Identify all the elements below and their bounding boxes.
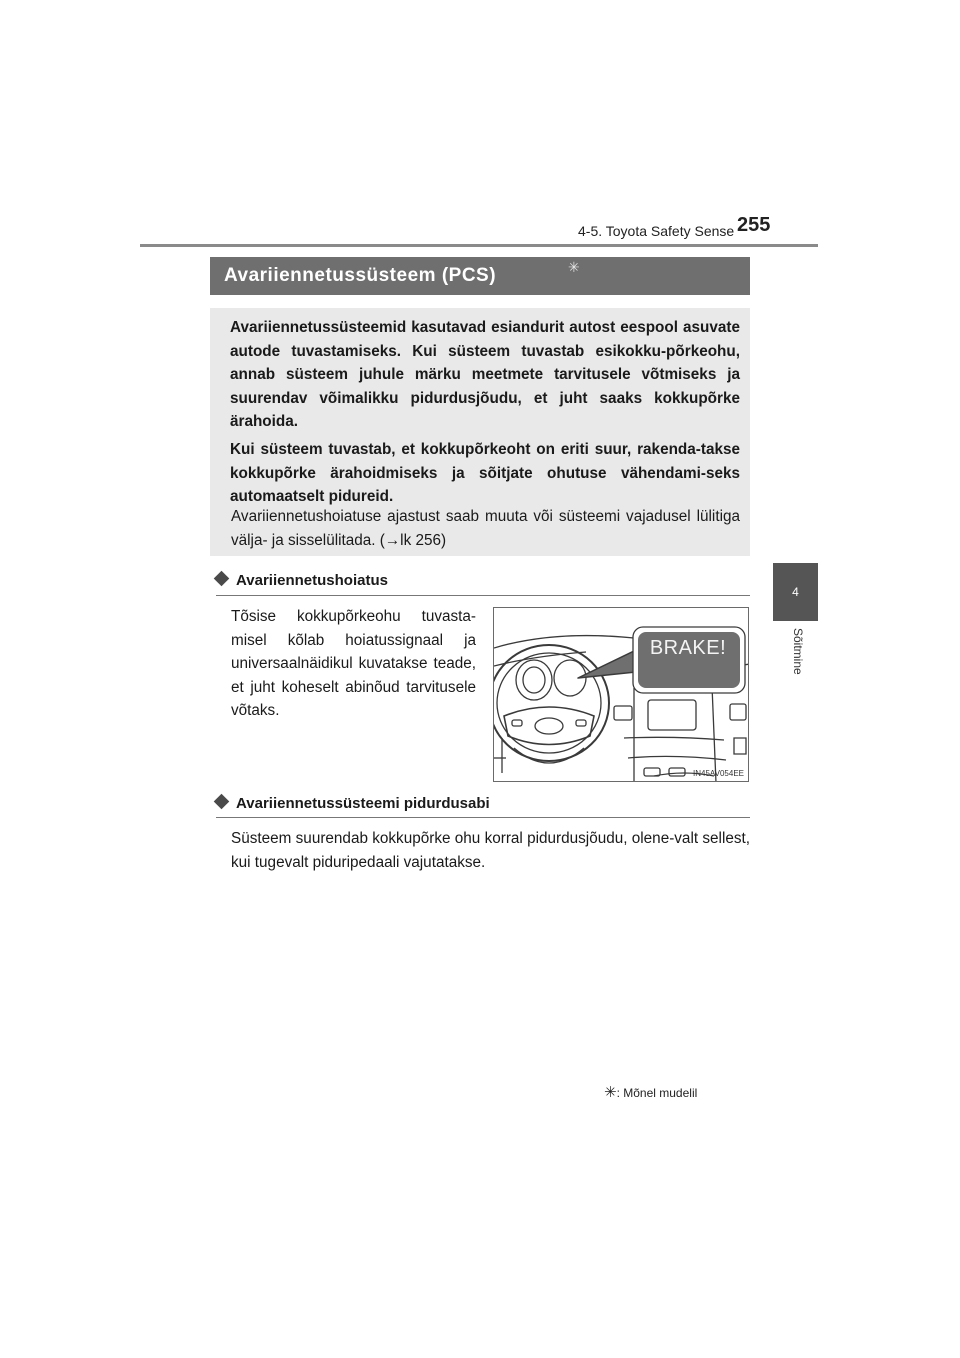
section-heading-text: Avariiennetushoiatus: [236, 572, 388, 589]
chapter-label: Sõitmine: [791, 628, 805, 675]
page-title: Avariiennetussüsteem (PCS): [224, 265, 497, 286]
section-body-warning: Tõsise kokkupõrkeohu tuvasta-misel kõlab hoiatussignaal ja universaalnäidikul kuvatakse teade, et juht koheselt abinõud tarvitusele võtaks.: [231, 608, 476, 719]
section-heading-warning: [216, 572, 388, 589]
brake-warning-text: BRAKE!: [649, 637, 727, 659]
section-title: 4-5. Toyota Safety Sense: [578, 223, 735, 239]
footnote: [604, 1083, 697, 1101]
section-heading-text: Avariiennetussüsteemi pidurdusabi: [236, 795, 490, 812]
intro-paragraph-1: Avariiennetussüsteemid kasutavad esiandurit autost eespool asuvate autode tuvastamiseks. Kui süsteem tuvastab esikokku-põrkeohu, annab süsteem juhule märku meetmete tarvitusele võtmiseks ja suurendav võimalikku pidurdusjõudu, et juht saaks kokkupõrke ärahoida.: [230, 319, 740, 430]
intro-paragraph-2: Kui süsteem tuvastab, et kokkupõrkeoht on eriti suur, rakenda-takse kokkupõrke ärahoidmiseks ja sõitjate ohutuse vähendami-seks automaatselt pidureid.: [230, 441, 740, 505]
chapter-number: 4: [792, 585, 799, 599]
footnote-text: : Mõnel mudelil: [616, 1086, 698, 1100]
section-rule: [216, 595, 750, 596]
dashboard-drawing: [494, 608, 749, 782]
intro-paragraph-3: Avariiennetushoiatuse ajastust saab muuta või süsteemi vajadusel lülitiga välja- ja sisselülitada. (→lk 256): [231, 508, 740, 549]
title-bar: [210, 257, 750, 295]
section-body-brake-assist: Süsteem suurendab kokkupõrke ohu korral pidurdusjõudu, olene-valt sellest, kui tugevalt piduripedaali vajutatakse.: [231, 830, 750, 871]
section-rule: [216, 817, 750, 818]
dashboard-illustration: [493, 607, 749, 782]
diamond-bullet-icon: [214, 571, 230, 587]
asterisk-icon: ✳: [604, 1084, 617, 1101]
section-heading-brake-assist: [216, 795, 490, 812]
asterisk-icon: ✳: [568, 259, 580, 275]
illustration-code: IN45AV054EE: [693, 769, 744, 778]
page-number: 255: [737, 214, 771, 236]
diamond-bullet-icon: [214, 794, 230, 810]
header-rule: [140, 244, 818, 247]
chapter-tab: [773, 563, 818, 621]
intro-box: [210, 308, 750, 556]
